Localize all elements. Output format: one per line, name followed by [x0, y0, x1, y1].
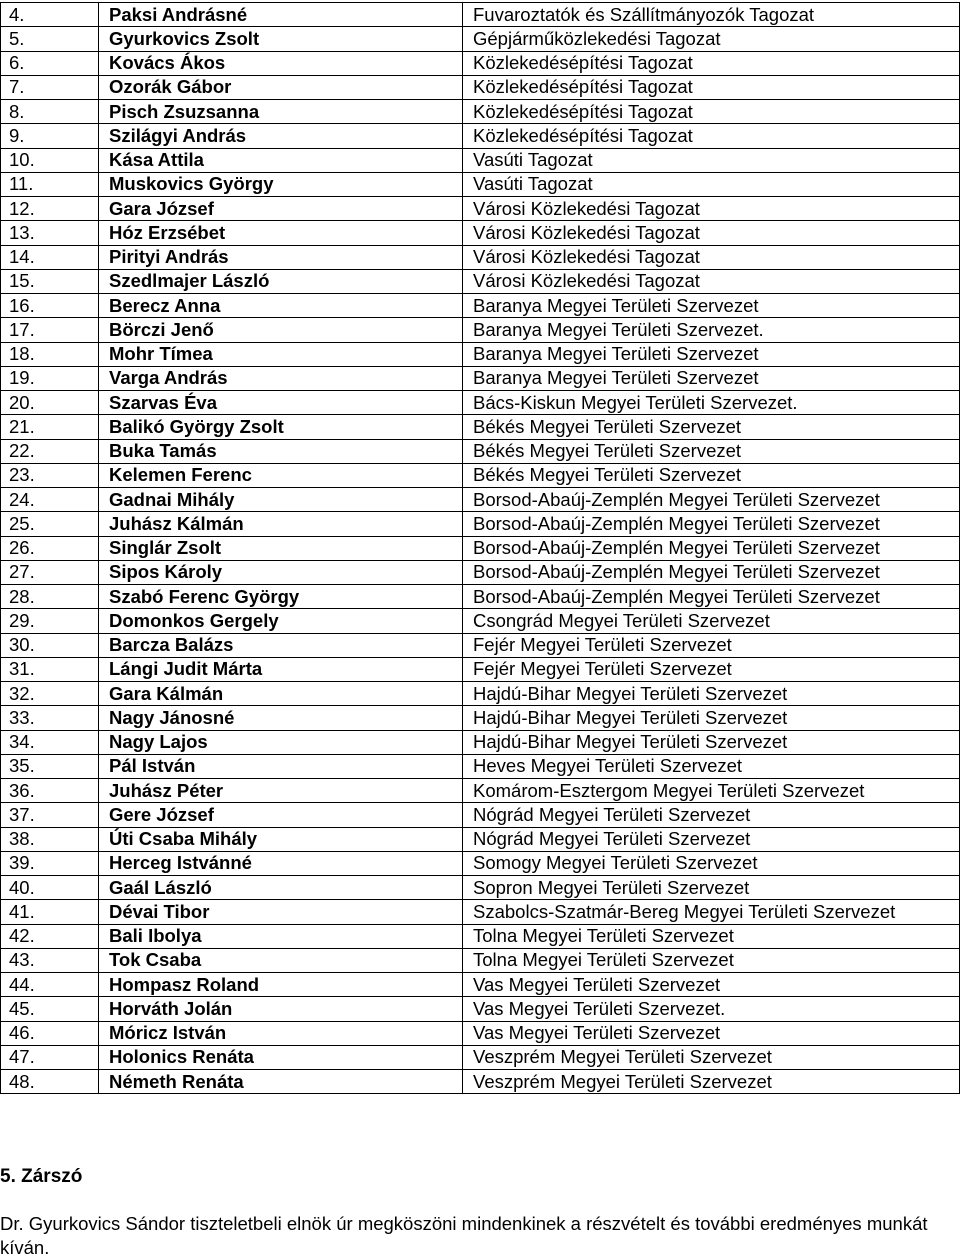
member-name: Muskovics György — [99, 172, 463, 196]
table-row — [1, 827, 960, 851]
row-number: 13. — [1, 221, 99, 245]
table-row — [1, 391, 960, 415]
member-organization: Tolna Megyei Területi Szervezet — [463, 924, 960, 948]
member-name: Balikó György Zsolt — [99, 415, 463, 439]
row-number: 34. — [1, 730, 99, 754]
table-row — [1, 269, 960, 293]
member-name: Barcza Balázs — [99, 633, 463, 657]
member-name: Kása Attila — [99, 148, 463, 172]
row-number: 12. — [1, 197, 99, 221]
member-name: Pirityi András — [99, 245, 463, 269]
row-number: 38. — [1, 827, 99, 851]
member-name: Paksi Andrásné — [99, 3, 463, 27]
row-number: 29. — [1, 609, 99, 633]
row-number: 40. — [1, 876, 99, 900]
member-name: Singlár Zsolt — [99, 536, 463, 560]
table-row — [1, 706, 960, 730]
row-number: 5. — [1, 27, 99, 51]
row-number: 44. — [1, 973, 99, 997]
member-name: Holonics Renáta — [99, 1045, 463, 1069]
row-number: 39. — [1, 851, 99, 875]
member-organization: Vas Megyei Területi Szervezet. — [463, 997, 960, 1021]
table-row — [1, 124, 960, 148]
member-name: Domonkos Gergely — [99, 609, 463, 633]
member-organization: Borsod-Abaúj-Zemplén Megyei Területi Szervezet — [463, 536, 960, 560]
member-organization: Vas Megyei Területi Szervezet — [463, 973, 960, 997]
member-organization: Közlekedésépítési Tagozat — [463, 51, 960, 75]
table-row — [1, 924, 960, 948]
member-organization: Baranya Megyei Területi Szervezet. — [463, 318, 960, 342]
row-number: 21. — [1, 415, 99, 439]
member-name: Herceg Istvánné — [99, 851, 463, 875]
row-number: 17. — [1, 318, 99, 342]
member-organization: Fejér Megyei Területi Szervezet — [463, 657, 960, 681]
member-organization: Hajdú-Bihar Megyei Területi Szervezet — [463, 682, 960, 706]
row-number: 42. — [1, 924, 99, 948]
member-organization: Sopron Megyei Területi Szervezet — [463, 876, 960, 900]
table-row — [1, 609, 960, 633]
member-organization: Nógrád Megyei Területi Szervezet — [463, 827, 960, 851]
member-organization: Közlekedésépítési Tagozat — [463, 124, 960, 148]
member-organization: Gépjárműközlekedési Tagozat — [463, 27, 960, 51]
table-row — [1, 754, 960, 778]
member-name: Móricz István — [99, 1021, 463, 1045]
member-organization: Heves Megyei Területi Szervezet — [463, 754, 960, 778]
member-name: Szedlmajer László — [99, 269, 463, 293]
members-table-body — [1, 3, 960, 1094]
row-number: 11. — [1, 172, 99, 196]
member-name: Mohr Tímea — [99, 342, 463, 366]
member-name: Szarvas Éva — [99, 391, 463, 415]
table-row — [1, 973, 960, 997]
member-name: Horváth Jolán — [99, 997, 463, 1021]
row-number: 30. — [1, 633, 99, 657]
member-name: Lángi Judit Márta — [99, 657, 463, 681]
member-organization: Vasúti Tagozat — [463, 172, 960, 196]
member-name: Hóz Erzsébet — [99, 221, 463, 245]
row-number: 24. — [1, 488, 99, 512]
member-name: Szilágyi András — [99, 124, 463, 148]
member-organization: Csongrád Megyei Területi Szervezet — [463, 609, 960, 633]
table-row — [1, 75, 960, 99]
member-name: Pál István — [99, 754, 463, 778]
member-organization: Városi Közlekedési Tagozat — [463, 245, 960, 269]
table-row — [1, 245, 960, 269]
member-name: Börczi Jenő — [99, 318, 463, 342]
row-number: 26. — [1, 536, 99, 560]
table-row — [1, 779, 960, 803]
table-row — [1, 730, 960, 754]
table-row — [1, 512, 960, 536]
member-name: Varga András — [99, 366, 463, 390]
row-number: 43. — [1, 948, 99, 972]
member-organization: Somogy Megyei Területi Szervezet — [463, 851, 960, 875]
member-organization: Borsod-Abaúj-Zemplén Megyei Területi Szervezet — [463, 488, 960, 512]
members-table — [0, 2, 960, 1094]
row-number: 31. — [1, 657, 99, 681]
table-row — [1, 366, 960, 390]
row-number: 18. — [1, 342, 99, 366]
row-number: 6. — [1, 51, 99, 75]
member-organization: Békés Megyei Területi Szervezet — [463, 415, 960, 439]
row-number: 46. — [1, 1021, 99, 1045]
member-name: Gaál László — [99, 876, 463, 900]
member-name: Tok Csaba — [99, 948, 463, 972]
member-organization: Hajdú-Bihar Megyei Területi Szervezet — [463, 730, 960, 754]
member-name: Dévai Tibor — [99, 900, 463, 924]
table-row — [1, 3, 960, 27]
table-row — [1, 851, 960, 875]
row-number: 41. — [1, 900, 99, 924]
table-row — [1, 536, 960, 560]
member-name: Nagy Jánosné — [99, 706, 463, 730]
table-row — [1, 27, 960, 51]
table-row — [1, 172, 960, 196]
member-organization: Bács-Kiskun Megyei Területi Szervezet. — [463, 391, 960, 415]
member-name: Sipos Károly — [99, 560, 463, 584]
table-row — [1, 148, 960, 172]
member-organization: Városi Közlekedési Tagozat — [463, 269, 960, 293]
table-row — [1, 294, 960, 318]
member-organization: Városi Közlekedési Tagozat — [463, 221, 960, 245]
member-name: Kelemen Ferenc — [99, 463, 463, 487]
table-row — [1, 803, 960, 827]
table-row — [1, 100, 960, 124]
member-organization: Városi Közlekedési Tagozat — [463, 197, 960, 221]
member-organization: Borsod-Abaúj-Zemplén Megyei Területi Szervezet — [463, 560, 960, 584]
member-name: Juhász Péter — [99, 779, 463, 803]
member-organization: Fejér Megyei Területi Szervezet — [463, 633, 960, 657]
table-row — [1, 997, 960, 1021]
closing-text: Dr. Gyurkovics Sándor tiszteletbeli elnök úr megköszöni mindenkinek a részvételt és további eredményes munkát kíván. — [0, 1213, 928, 1258]
member-name: Bali Ibolya — [99, 924, 463, 948]
member-organization: Közlekedésépítési Tagozat — [463, 75, 960, 99]
table-row — [1, 1070, 960, 1094]
table-row — [1, 415, 960, 439]
row-number: 27. — [1, 560, 99, 584]
member-name: Úti Csaba Mihály — [99, 827, 463, 851]
closing-heading: 5. Zárszó — [0, 1166, 83, 1187]
member-name: Juhász Kálmán — [99, 512, 463, 536]
table-row — [1, 560, 960, 584]
member-organization: Baranya Megyei Területi Szervezet — [463, 342, 960, 366]
table-row — [1, 1045, 960, 1069]
member-organization: Vasúti Tagozat — [463, 148, 960, 172]
member-organization: Veszprém Megyei Területi Szervezet — [463, 1045, 960, 1069]
table-row — [1, 633, 960, 657]
row-number: 16. — [1, 294, 99, 318]
row-number: 4. — [1, 3, 99, 27]
row-number: 15. — [1, 269, 99, 293]
row-number: 47. — [1, 1045, 99, 1069]
row-number: 14. — [1, 245, 99, 269]
member-organization: Hajdú-Bihar Megyei Területi Szervezet — [463, 706, 960, 730]
member-name: Pisch Zsuzsanna — [99, 100, 463, 124]
table-row — [1, 342, 960, 366]
row-number: 48. — [1, 1070, 99, 1094]
member-organization: Békés Megyei Területi Szervezet — [463, 439, 960, 463]
member-organization: Nógrád Megyei Területi Szervezet — [463, 803, 960, 827]
row-number: 10. — [1, 148, 99, 172]
row-number: 20. — [1, 391, 99, 415]
member-organization: Békés Megyei Területi Szervezet — [463, 463, 960, 487]
member-organization: Tolna Megyei Területi Szervezet — [463, 948, 960, 972]
member-name: Gere József — [99, 803, 463, 827]
member-name: Kovács Ákos — [99, 51, 463, 75]
row-number: 22. — [1, 439, 99, 463]
table-row — [1, 488, 960, 512]
member-name: Gara Kálmán — [99, 682, 463, 706]
table-row — [1, 900, 960, 924]
member-name: Gadnai Mihály — [99, 488, 463, 512]
table-row — [1, 51, 960, 75]
table-row — [1, 585, 960, 609]
table-row — [1, 876, 960, 900]
row-number: 19. — [1, 366, 99, 390]
row-number: 7. — [1, 75, 99, 99]
member-name: Buka Tamás — [99, 439, 463, 463]
member-organization: Szabolcs-Szatmár-Bereg Megyei Területi Szervezet — [463, 900, 960, 924]
table-row — [1, 682, 960, 706]
table-row — [1, 221, 960, 245]
table-row — [1, 1021, 960, 1045]
row-number: 23. — [1, 463, 99, 487]
table-row — [1, 948, 960, 972]
member-organization: Vas Megyei Területi Szervezet — [463, 1021, 960, 1045]
member-name: Ozorák Gábor — [99, 75, 463, 99]
member-name: Gara József — [99, 197, 463, 221]
member-name: Németh Renáta — [99, 1070, 463, 1094]
member-organization: Borsod-Abaúj-Zemplén Megyei Területi Szervezet — [463, 585, 960, 609]
table-row — [1, 657, 960, 681]
member-name: Berecz Anna — [99, 294, 463, 318]
table-row — [1, 439, 960, 463]
row-number: 37. — [1, 803, 99, 827]
row-number: 35. — [1, 754, 99, 778]
table-row — [1, 463, 960, 487]
table-row — [1, 318, 960, 342]
row-number: 25. — [1, 512, 99, 536]
member-organization: Komárom-Esztergom Megyei Területi Szervezet — [463, 779, 960, 803]
member-name: Gyurkovics Zsolt — [99, 27, 463, 51]
row-number: 45. — [1, 997, 99, 1021]
row-number: 8. — [1, 100, 99, 124]
member-name: Nagy Lajos — [99, 730, 463, 754]
member-organization: Veszprém Megyei Területi Szervezet — [463, 1070, 960, 1094]
member-name: Szabó Ferenc György — [99, 585, 463, 609]
member-organization: Közlekedésépítési Tagozat — [463, 100, 960, 124]
member-organization: Fuvaroztatók és Szállítmányozók Tagozat — [463, 3, 960, 27]
table-row — [1, 197, 960, 221]
member-organization: Baranya Megyei Területi Szervezet — [463, 294, 960, 318]
row-number: 9. — [1, 124, 99, 148]
member-organization: Baranya Megyei Területi Szervezet — [463, 366, 960, 390]
member-organization: Borsod-Abaúj-Zemplén Megyei Területi Szervezet — [463, 512, 960, 536]
row-number: 28. — [1, 585, 99, 609]
row-number: 36. — [1, 779, 99, 803]
row-number: 32. — [1, 682, 99, 706]
member-name: Hompasz Roland — [99, 973, 463, 997]
row-number: 33. — [1, 706, 99, 730]
